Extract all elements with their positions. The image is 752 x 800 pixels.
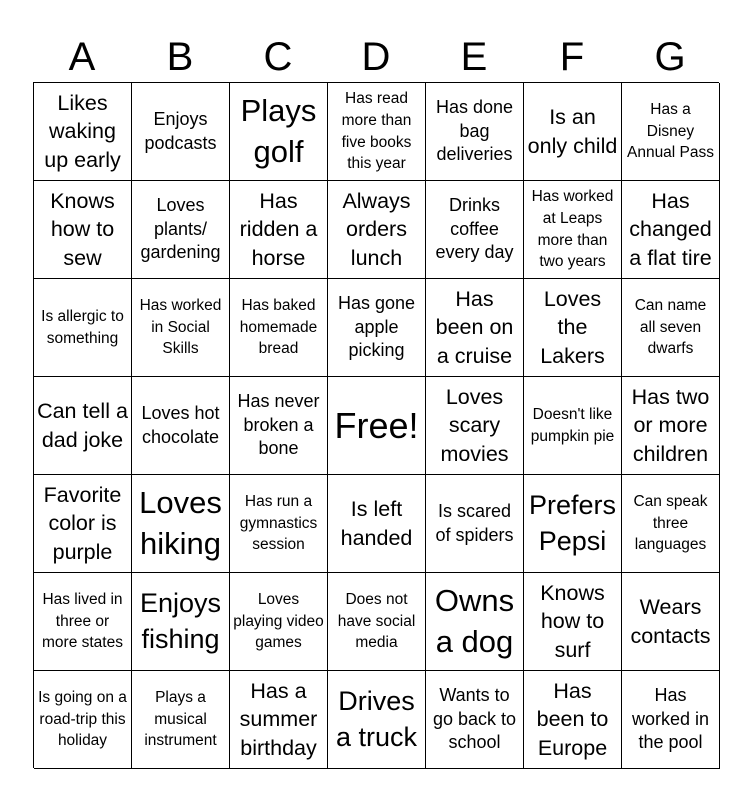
bingo-cell-text: Can name all seven dwarfs [634,296,707,358]
bingo-cell-a1[interactable] [34,83,132,181]
column-header-a: A [68,35,96,79]
bingo-cell-d1[interactable] [328,83,426,181]
bingo-cell-text: Can tell a dad joke [37,398,128,452]
bingo-cell-text: Has worked at Leaps more than two years [531,188,614,271]
bingo-cell-a6[interactable] [34,573,132,671]
bingo-cell-text: Wants to go back to school [432,684,517,753]
bingo-cell-text: Plays golf [240,93,317,169]
bingo-cell-text: Enjoys fishing [139,588,222,654]
bingo-cell-text: Has changed a flat tire [629,188,712,270]
bingo-cell-text: Has two or more children [631,384,710,466]
bingo-cell-b6[interactable] [132,573,230,671]
bingo-cell-d3[interactable] [328,279,426,377]
bingo-cell-b4[interactable] [132,377,230,475]
bingo-cell-text: Has a summer birthday [239,678,318,760]
bingo-cell-f7[interactable] [524,671,622,769]
bingo-cell-g4[interactable] [622,377,720,475]
bingo-cell-text: Has been on a cruise [435,286,514,368]
bingo-cell-text: Has ridden a horse [239,188,318,270]
bingo-cell-text: Does not have social media [337,590,416,652]
bingo-cell-c4[interactable] [230,377,328,475]
bingo-cell-text: Is an only child [527,104,618,158]
bingo-cell-a5[interactable] [34,475,132,573]
column-header-c: C [263,35,293,79]
bingo-cell-text: Drives a truck [335,686,418,752]
bingo-cell-text: Loves playing video games [233,590,324,652]
bingo-cell-text: Has done bag deliveries [435,96,514,165]
bingo-cell-text: Plays a musical instrument [144,688,217,750]
bingo-cell-text: Doesn't like pumpkin pie [530,405,615,445]
bingo-cell-text: Loves hot chocolate [141,402,220,447]
bingo-cell-text: Favorite color is purple [43,482,122,564]
bingo-cell-f3[interactable] [524,279,622,377]
bingo-grid [33,82,719,768]
bingo-cell-f1[interactable] [524,83,622,181]
bingo-cell-g7[interactable] [622,671,720,769]
bingo-cell-g2[interactable] [622,181,720,279]
bingo-cell-a7[interactable] [34,671,132,769]
bingo-cell-f4[interactable] [524,377,622,475]
bingo-cell-text: Likes waking up early [44,90,121,172]
bingo-cell-e1[interactable] [426,83,524,181]
bingo-cell-text: Has been to Europe [536,678,609,760]
bingo-cell-c1[interactable] [230,83,328,181]
bingo-cell-d6[interactable] [328,573,426,671]
bingo-cell-text: Is allergic to something [41,307,124,347]
bingo-cell-g1[interactable] [622,83,720,181]
column-header-f: F [559,35,585,79]
bingo-cell-text: Has a Disney Annual Pass [626,100,715,162]
bingo-cell-c3[interactable] [230,279,328,377]
bingo-cell-g3[interactable] [622,279,720,377]
bingo-cell-text: Owns a dog [434,583,515,659]
bingo-cell-c2[interactable] [230,181,328,279]
bingo-cell-f2[interactable] [524,181,622,279]
bingo-cell-f5[interactable] [524,475,622,573]
bingo-cell-b1[interactable] [132,83,230,181]
bingo-cell-e3[interactable] [426,279,524,377]
bingo-cell-text: Free! [334,404,419,446]
column-header-g: G [654,35,686,79]
bingo-cell-text: Is left handed [340,496,413,550]
bingo-cell-d5[interactable] [328,475,426,573]
bingo-cell-b2[interactable] [132,181,230,279]
bingo-cell-g6[interactable] [622,573,720,671]
bingo-cell-text: Has never broken a bone [237,390,320,459]
column-header-d: D [361,35,391,79]
bingo-cell-e6[interactable] [426,573,524,671]
bingo-cell-e2[interactable] [426,181,524,279]
bingo-cell-text: Has run a gymnastics session [239,492,318,554]
bingo-cell-f6[interactable] [524,573,622,671]
bingo-cell-text: Always orders lunch [342,188,411,270]
bingo-cell-text: Prefers Pepsi [528,490,617,556]
bingo-cell-text: Has read more than five books this year [341,90,412,173]
bingo-cell-d2[interactable] [328,181,426,279]
bingo-cell-a2[interactable] [34,181,132,279]
bingo-cell-text: Drinks coffee every day [435,194,514,263]
bingo-cell-e4[interactable] [426,377,524,475]
bingo-cell-e5[interactable] [426,475,524,573]
bingo-cell-a4[interactable] [34,377,132,475]
bingo-cell-text: Is going on a road-trip this holiday [38,688,127,750]
bingo-cell-text: Has worked in Social Skills [139,296,222,358]
bingo-cell-text: Loves hiking [139,485,222,561]
bingo-cell-c5[interactable] [230,475,328,573]
column-header-e: E [460,35,488,79]
bingo-cell-d4[interactable] [328,377,426,475]
bingo-cell-text: Has worked in the pool [631,684,710,753]
bingo-cell-text: Knows how to surf [540,580,605,662]
bingo-cell-a3[interactable] [34,279,132,377]
bingo-cell-text: Can speak three languages [633,492,708,554]
bingo-cell-b7[interactable] [132,671,230,769]
bingo-cell-c6[interactable] [230,573,328,671]
bingo-cell-text: Knows how to sew [50,188,115,270]
bingo-cell-c7[interactable] [230,671,328,769]
bingo-cell-text: Enjoys podcasts [144,108,217,153]
bingo-cell-b3[interactable] [132,279,230,377]
bingo-cell-text: Has lived in three or more states [42,590,123,652]
bingo-cell-text: Has baked homemade bread [239,296,318,358]
bingo-cell-b5[interactable] [132,475,230,573]
bingo-cell-text: Loves scary movies [440,384,509,466]
bingo-cell-text: Wears contacts [630,594,711,648]
bingo-cell-text: Is scared of spiders [435,500,514,545]
column-headers [33,32,719,82]
bingo-cell-g5[interactable] [622,475,720,573]
bingo-cell-text: Has gone apple picking [337,292,416,361]
bingo-cell-text: Loves plants/ gardening [140,194,221,263]
column-header-b: B [166,35,194,79]
bingo-cell-e7[interactable] [426,671,524,769]
bingo-cell-text: Loves the Lakers [540,286,605,368]
bingo-cell-d7[interactable] [328,671,426,769]
